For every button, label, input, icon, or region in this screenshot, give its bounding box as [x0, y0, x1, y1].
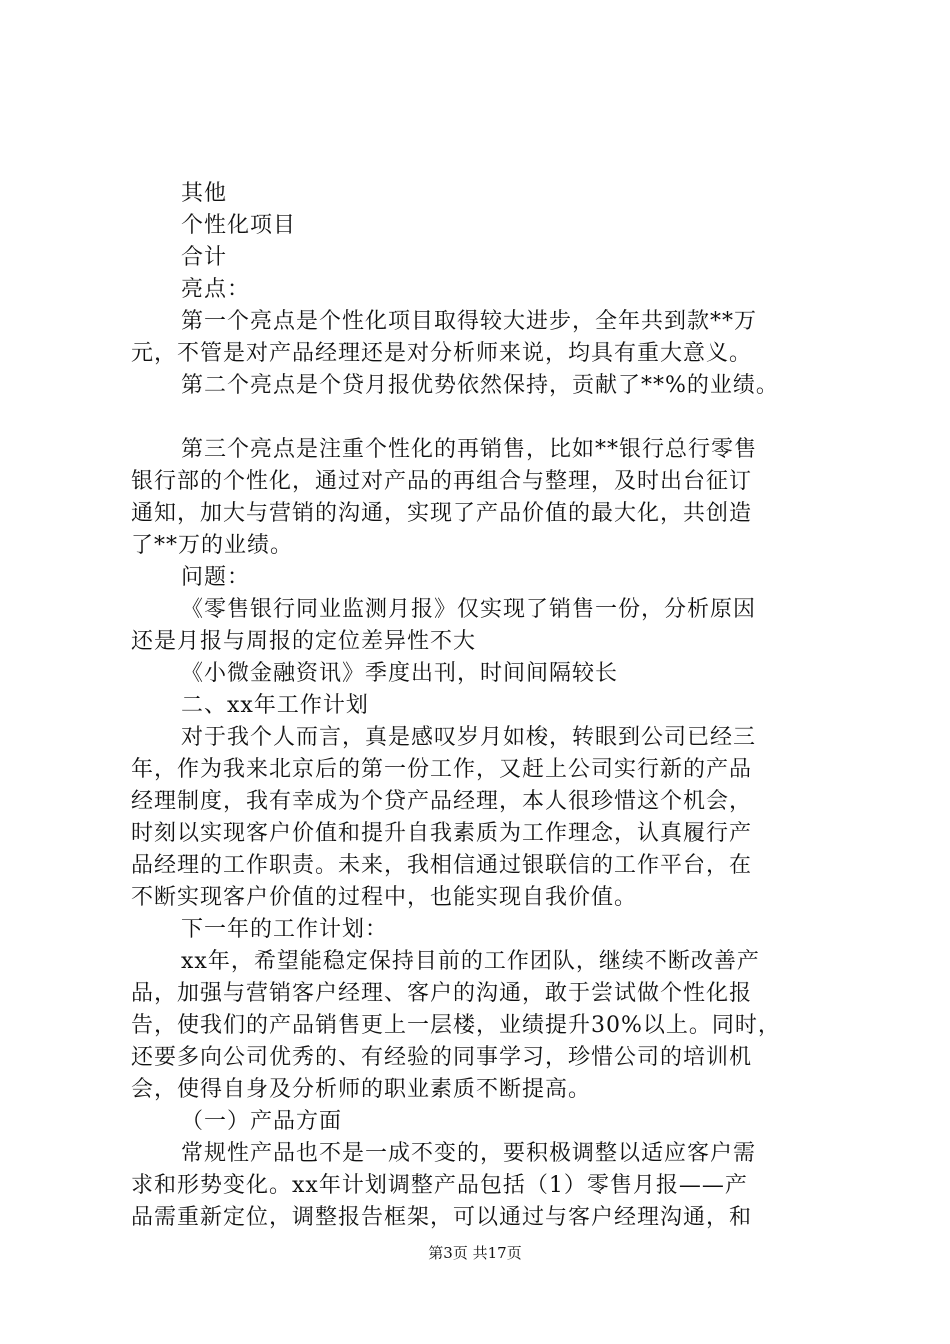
text-line: 通知，加大与营销的沟通，实现了产品价值的最大化，共创造 — [131, 501, 753, 526]
text-line: 第二个亮点是个贷月报优势依然保持，贡献了**%的业绩。 — [181, 373, 779, 398]
text-line: 元，不管是对产品经理还是对分析师来说，均具有重大意义。 — [131, 341, 753, 366]
text-line: xx年，希望能稳定保持目前的工作团队，继续不断改善产 — [181, 949, 760, 974]
text-line: 品，加强与营销客户经理、客户的沟通，敢于尝试做个性化报 — [131, 981, 753, 1006]
text-line: 还要多向公司优秀的、有经验的同事学习，珍惜公司的培训机 — [131, 1045, 753, 1070]
section-heading-next-year: 下一年的工作计划： — [181, 917, 389, 942]
section-heading-highlights: 亮点： — [181, 277, 251, 302]
text-line: 还是月报与周报的定位差异性不大 — [131, 629, 477, 654]
page-number-label: 第3页 共17页 — [428, 1244, 522, 1262]
text-line: 告，使我们的产品销售更上一层楼，业绩提升30%以上。同时， — [131, 1013, 781, 1038]
text-line: 会，使得自身及分析师的职业素质不断提高。 — [131, 1077, 592, 1102]
text-line: 不断实现客户价值的过程中，也能实现自我价值。 — [131, 885, 638, 910]
text-line: 合计 — [181, 245, 228, 270]
text-line: 《零售银行同业监测月报》仅实现了销售一份，分析原因 — [181, 597, 757, 622]
text-line: 其他 — [181, 181, 228, 206]
section-heading-problems: 问题： — [181, 565, 251, 590]
text-line: 第一个亮点是个性化项目取得较大进步，全年共到款**万 — [181, 309, 758, 334]
text-line: 了**万的业绩。 — [131, 533, 294, 558]
text-line: 常规性产品也不是一成不变的，要积极调整以适应客户需 — [181, 1141, 757, 1166]
text-line: 经理制度，我有幸成为个贷产品经理，本人很珍惜这个机会， — [131, 789, 753, 814]
text-line: 品需重新定位，调整报告框架，可以通过与客户经理沟通，和 — [131, 1205, 753, 1230]
text-line: 个性化项目 — [181, 213, 297, 238]
document-body — [131, 178, 831, 1234]
section-heading-products: （一）产品方面 — [181, 1109, 343, 1134]
text-line: 对于我个人而言，真是感叹岁月如梭，转眼到公司已经三 — [181, 725, 757, 750]
text-line: 《小微金融资讯》季度出刊，时间间隔较长 — [181, 661, 619, 686]
text-line: 年，作为我来北京后的第一份工作，又赶上公司实行新的产品 — [131, 757, 753, 782]
page-footer — [0, 1243, 950, 1263]
text-line: 品经理的工作职责。未来，我相信通过银联信的工作平台，在 — [131, 853, 753, 878]
section-heading-work-plan: 二、xx年工作计划 — [181, 693, 369, 718]
text-line: 第三个亮点是注重个性化的再销售，比如**银行总行零售 — [181, 437, 758, 462]
text-line: 求和形势变化。xx年计划调整产品包括（1）零售月报——产 — [131, 1173, 748, 1198]
text-line: 时刻以实现客户价值和提升自我素质为工作理念，认真履行产 — [131, 821, 753, 846]
text-line: 银行部的个性化，通过对产品的再组合与整理，及时出台征订 — [131, 469, 753, 494]
blank-line — [131, 402, 831, 434]
